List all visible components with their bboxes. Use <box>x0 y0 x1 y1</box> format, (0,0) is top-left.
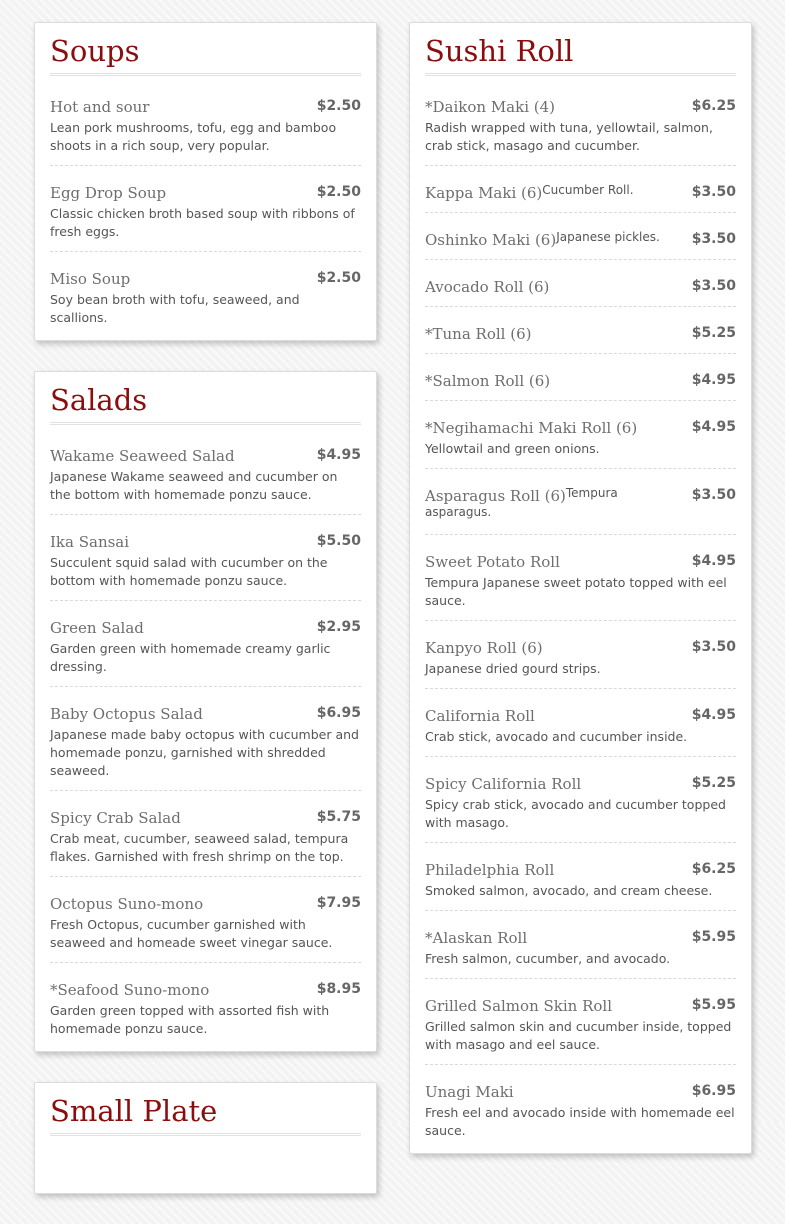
menu-item-header <box>425 486 736 524</box>
menu-item <box>50 515 361 601</box>
item-name: Grilled Salmon Skin Roll <box>425 997 613 1015</box>
item-price: $3.50 <box>691 184 736 200</box>
item-description: Fresh eel and avocado inside with homemade eel sauce. <box>425 1105 735 1138</box>
menu-item-header <box>425 638 736 657</box>
menu-item <box>425 354 736 401</box>
item-name: Wakame Seaweed Salad <box>50 447 235 465</box>
item-name: *Tuna Roll (6) <box>425 325 532 343</box>
item-price: $3.50 <box>691 231 736 247</box>
item-description: Classic chicken broth based soup with ribbons of fresh eggs. <box>50 206 355 239</box>
item-price: $2.50 <box>316 270 361 286</box>
item-price: $4.95 <box>691 372 736 388</box>
item-price: $4.95 <box>691 707 736 723</box>
menu-item <box>50 80 361 166</box>
menu-item <box>50 963 361 1038</box>
right-column <box>409 22 752 1184</box>
menu-item <box>425 621 736 689</box>
item-name: Oshinko Maki (6) <box>425 231 557 249</box>
menu-item <box>50 429 361 515</box>
menu-item-header <box>425 706 736 725</box>
menu-item <box>50 877 361 963</box>
left-column <box>34 22 377 1224</box>
item-description: Spicy crab stick, avocado and cucumber topped with masago. <box>425 797 726 830</box>
menu-item <box>50 791 361 877</box>
item-price: $3.50 <box>691 278 736 294</box>
item-name: *Daikon Maki (4) <box>425 98 556 116</box>
item-price: $2.50 <box>316 98 361 114</box>
item-price: $2.95 <box>316 619 361 635</box>
menu-item <box>425 80 736 166</box>
section-title: Sushi Roll <box>425 33 736 76</box>
menu-item-header <box>50 980 361 999</box>
item-name: Sweet Potato Roll <box>425 553 560 571</box>
item-price: $5.75 <box>316 809 361 825</box>
menu-item <box>425 469 736 535</box>
item-name: California Roll <box>425 707 535 725</box>
item-name: Spicy Crab Salad <box>50 809 181 827</box>
item-price: $6.95 <box>316 705 361 721</box>
item-description: Fresh salmon, cucumber, and avocado. <box>425 951 671 966</box>
item-price: $4.95 <box>316 447 361 463</box>
menu-item-header <box>425 418 736 437</box>
menu-item-header <box>50 618 361 637</box>
menu-item <box>425 979 736 1065</box>
menu-item <box>425 911 736 979</box>
menu-item <box>425 166 736 213</box>
item-inline-description: Cucumber Roll. <box>542 183 634 197</box>
menu-item-header <box>425 277 736 296</box>
menu-item-header <box>425 183 736 202</box>
item-name: Octopus Suno-mono <box>50 895 204 913</box>
menu-item-header <box>50 808 361 827</box>
item-name: Egg Drop Soup <box>50 184 167 202</box>
menu-item-header <box>425 1082 736 1101</box>
menu-item <box>425 757 736 843</box>
item-name: Miso Soup <box>50 270 131 288</box>
item-name: Hot and sour <box>50 98 150 116</box>
item-description: Crab stick, avocado and cucumber inside. <box>425 729 688 744</box>
item-description: Lean pork mushrooms, tofu, egg and bamboo shoots in a rich soup, very popular. <box>50 120 337 153</box>
item-name: Philadelphia Roll <box>425 861 555 879</box>
item-price: $3.50 <box>691 639 736 655</box>
menu-section-salads <box>34 371 377 1052</box>
item-price: $2.50 <box>316 184 361 200</box>
item-description: Garden green with homemade creamy garlic dressing. <box>50 641 331 674</box>
section-title: Soups <box>50 33 361 76</box>
menu-section-soups <box>34 22 377 341</box>
menu-item-header <box>425 230 736 249</box>
menu-item-header <box>425 97 736 116</box>
item-description: Radish wrapped with tuna, yellowtail, salmon, crab stick, masago and cucumber. <box>425 120 713 153</box>
item-description: Crab meat, cucumber, seaweed salad, tempura flakes. Garnished with fresh shrimp on the top. <box>50 831 349 864</box>
item-name: Kanpyo Roll (6) <box>425 639 543 657</box>
menu-item-header <box>425 774 736 793</box>
item-name: *Alaskan Roll <box>425 929 528 947</box>
menu-item-header <box>425 996 736 1015</box>
menu-item <box>425 260 736 307</box>
menu-item <box>425 213 736 260</box>
item-name: Asparagus Roll (6) <box>425 487 566 505</box>
menu-item-header <box>50 183 361 202</box>
menu-item-header <box>425 552 736 571</box>
item-price: $6.95 <box>691 1083 736 1099</box>
item-description: Smoked salmon, avocado, and cream cheese. <box>425 883 713 898</box>
item-name: *Negihamachi Maki Roll (6) <box>425 419 638 437</box>
item-name: *Salmon Roll (6) <box>425 372 551 390</box>
item-description: Garden green topped with assorted fish with homemade ponzu sauce. <box>50 1003 330 1036</box>
item-name: Kappa Maki (6) <box>425 184 543 202</box>
item-description: Japanese Wakame seaweed and cucumber on the bottom with homemade ponzu sauce. <box>50 469 338 502</box>
menu-section-sushi-roll <box>409 22 752 1154</box>
menu-item <box>425 1065 736 1140</box>
item-name: Green Salad <box>50 619 144 637</box>
menu-item-header <box>425 371 736 390</box>
menu-item <box>50 252 361 327</box>
item-price: $6.25 <box>691 98 736 114</box>
item-price: $7.95 <box>316 895 361 911</box>
menu-item <box>425 307 736 354</box>
item-price: $5.25 <box>691 325 736 341</box>
item-name: Spicy California Roll <box>425 775 582 793</box>
menu-item-header <box>50 704 361 723</box>
item-price: $3.50 <box>691 487 736 503</box>
item-description: Japanese dried gourd strips. <box>425 661 601 676</box>
item-price: $5.25 <box>691 775 736 791</box>
menu-item-header <box>425 860 736 879</box>
menu-item <box>425 535 736 621</box>
section-title: Salads <box>50 382 361 425</box>
menu-item-header <box>425 324 736 343</box>
menu-item-header <box>425 928 736 947</box>
item-name: Avocado Roll (6) <box>425 278 550 296</box>
item-price: $5.95 <box>691 997 736 1013</box>
item-name: Ika Sansai <box>50 533 130 551</box>
item-price: $8.95 <box>316 981 361 997</box>
item-inline-description: Tempura asparagus. <box>425 486 618 519</box>
menu-item-header <box>50 894 361 913</box>
item-description: Succulent squid salad with cucumber on the bottom with homemade ponzu sauce. <box>50 555 328 588</box>
menu-section-small-plate <box>34 1082 377 1194</box>
item-price: $4.95 <box>691 553 736 569</box>
menu-item <box>425 689 736 757</box>
item-description: Yellowtail and green onions. <box>425 441 600 456</box>
section-title: Small Plate <box>50 1093 361 1136</box>
item-description: Fresh Octopus, cucumber garnished with seaweed and homeade sweet vinegar sauce. <box>50 917 333 950</box>
menu-item <box>50 601 361 687</box>
section-body <box>50 1140 361 1180</box>
menu-item-header <box>50 269 361 288</box>
item-price: $4.95 <box>691 419 736 435</box>
menu-item <box>425 401 736 469</box>
menu-item-header <box>50 532 361 551</box>
item-name: *Seafood Suno-mono <box>50 981 210 999</box>
item-description: Tempura Japanese sweet potato topped with eel sauce. <box>425 575 727 608</box>
item-price: $5.95 <box>691 929 736 945</box>
item-name: Unagi Maki <box>425 1083 514 1101</box>
menu-item-header <box>50 446 361 465</box>
item-description: Grilled salmon skin and cucumber inside, topped with masago and eel sauce. <box>425 1019 732 1052</box>
item-price: $5.50 <box>316 533 361 549</box>
item-name: Baby Octopus Salad <box>50 705 203 723</box>
menu-item <box>425 843 736 911</box>
item-inline-description: Japanese pickles. <box>556 230 660 244</box>
item-description: Japanese made baby octopus with cucumber and homemade ponzu, garnished with shredded seaweed. <box>50 727 359 778</box>
item-price: $6.25 <box>691 861 736 877</box>
menu-item-header <box>50 97 361 116</box>
menu-item <box>50 166 361 252</box>
item-description: Soy bean broth with tofu, seaweed, and scallions. <box>50 292 300 325</box>
menu-item <box>50 687 361 791</box>
